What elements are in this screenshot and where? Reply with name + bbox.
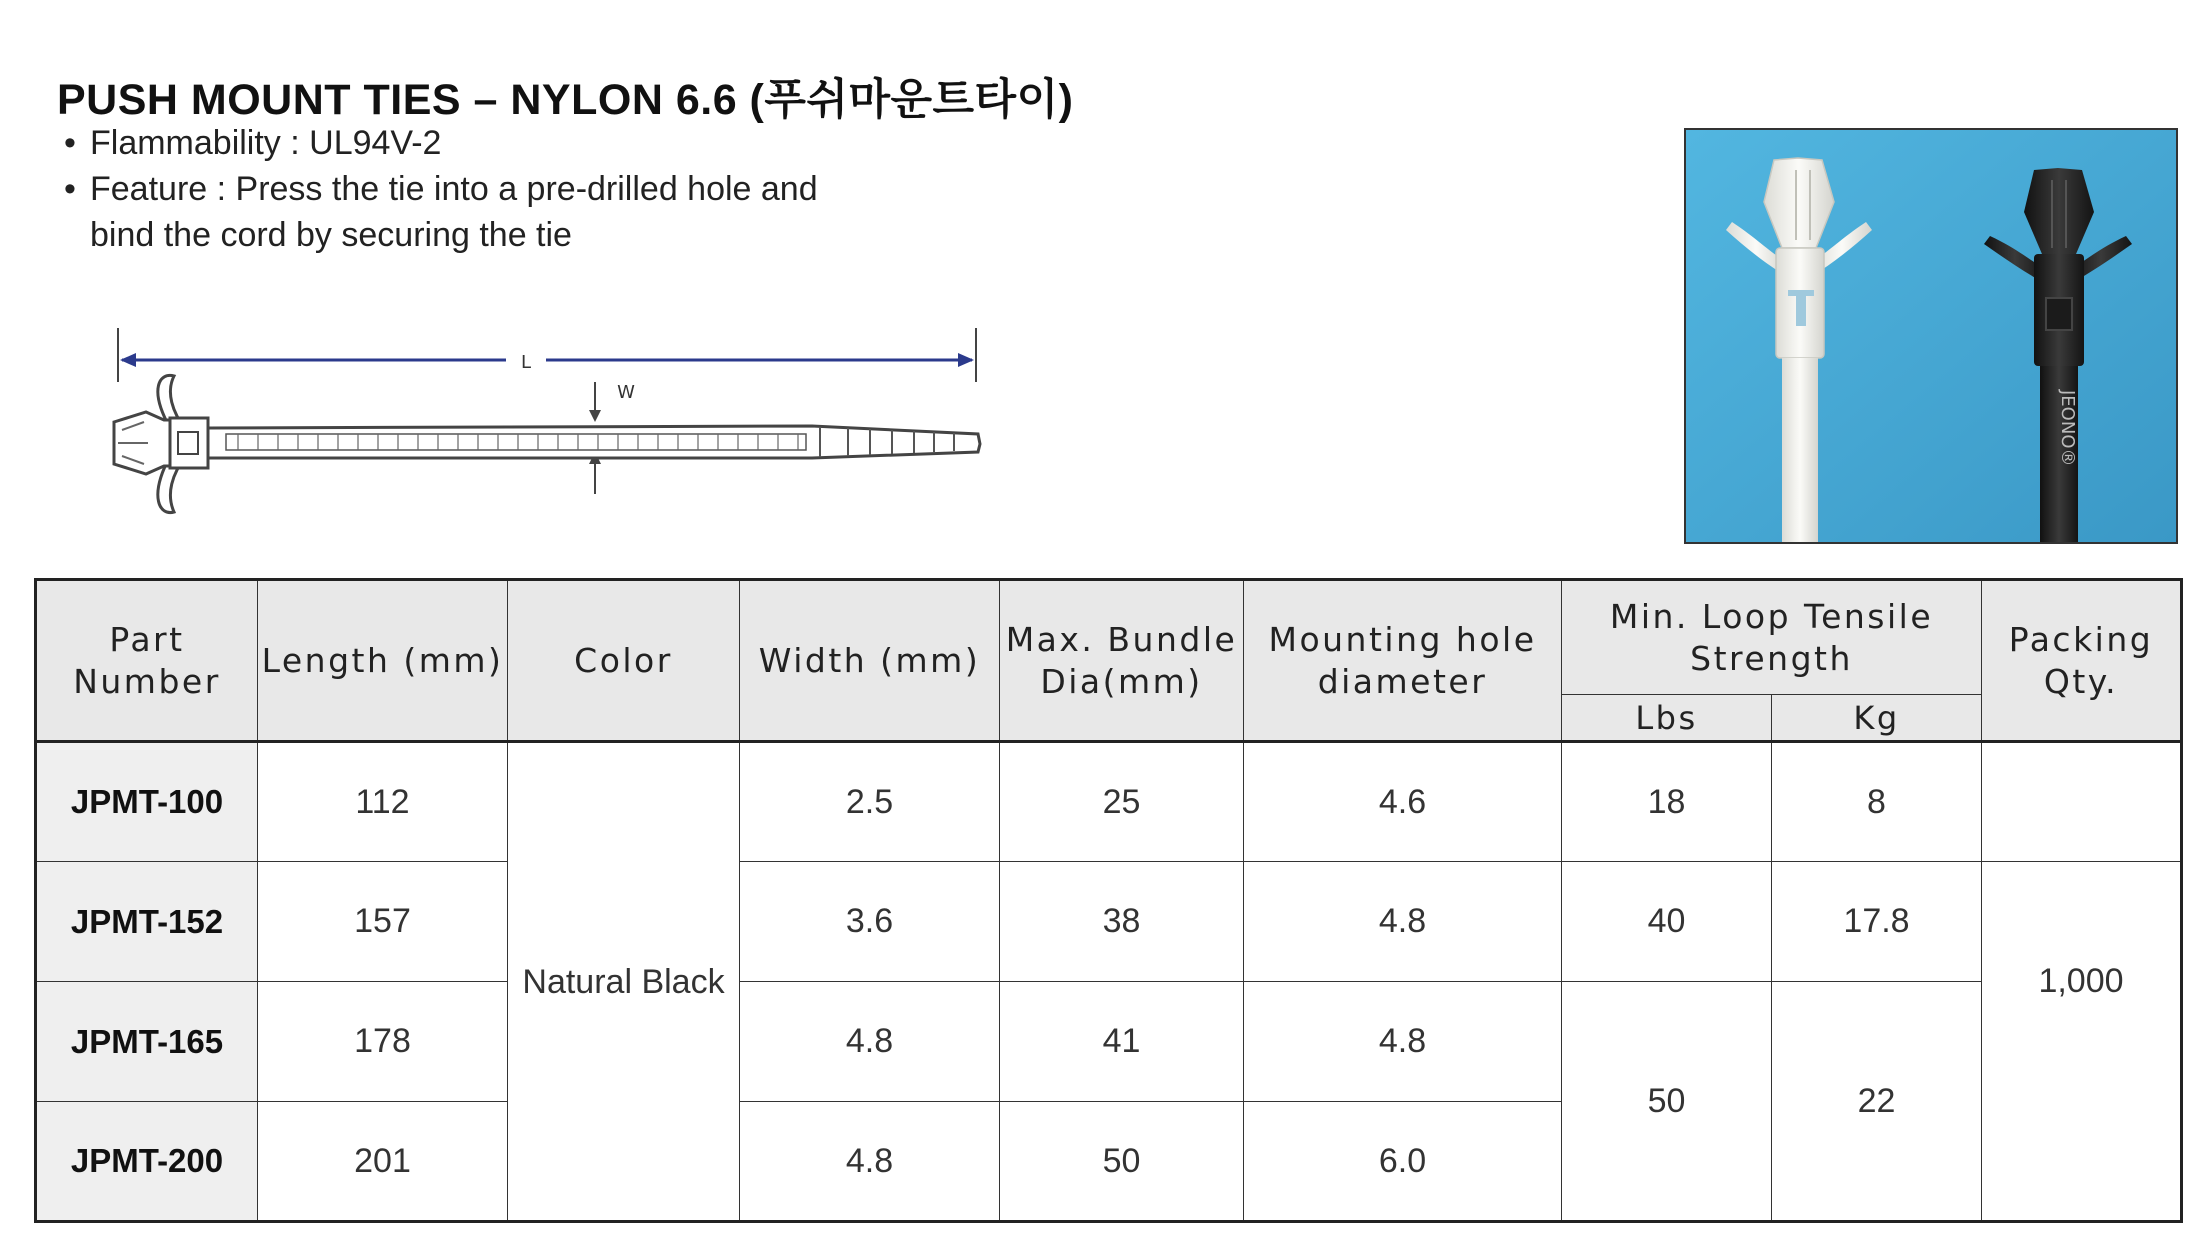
table-row (36, 862, 2182, 982)
color-cell: Natural Black (508, 742, 740, 1222)
hole-cell: 4.6 (1244, 742, 1562, 862)
length-cell: 201 (258, 1102, 508, 1222)
lbs-cell: 40 (1562, 862, 1772, 982)
header-lbs: Lbs (1562, 695, 1772, 742)
tie-lock-slot (178, 432, 198, 454)
header-color: Color (508, 580, 740, 742)
width-cell: 2.5 (740, 742, 1000, 862)
part-number-cell: JPMT-152 (36, 862, 258, 982)
table-row (36, 742, 2182, 862)
header-bundle-dia: Max. Bundle Dia(mm) (1000, 580, 1244, 742)
product-photo-illustration (1686, 130, 2178, 544)
hole-cell: 4.8 (1244, 982, 1562, 1102)
header-tensile-strength: Min. Loop Tensile Strength (1562, 580, 1982, 695)
part-number-cell: JPMT-100 (36, 742, 258, 862)
bullet-dot: • (64, 170, 76, 208)
kg-cell: 8 (1772, 742, 1982, 862)
bullet-dot: • (64, 124, 76, 162)
arrow-left-icon (120, 353, 136, 367)
lbs-cell: 50 (1562, 982, 1772, 1222)
part-number-cell: JPMT-165 (36, 982, 258, 1102)
bullet-feature (64, 166, 818, 212)
length-cell: 112 (258, 742, 508, 862)
tie-dimension-diagram (108, 322, 988, 542)
photo-background (1686, 130, 2178, 544)
packing-cell-empty (1982, 742, 2182, 862)
width-cell: 4.8 (740, 1102, 1000, 1222)
header-length: Length (mm) (258, 580, 508, 742)
width-cell: 4.8 (740, 982, 1000, 1102)
bundle-cell: 25 (1000, 742, 1244, 862)
header-part-number: Part Number (36, 580, 258, 742)
length-cell: 157 (258, 862, 508, 982)
bullet-feature-continuation: bind the cord by securing the tie (90, 216, 572, 254)
page-title: PUSH MOUNT TIES – NYLON 6.6 (푸쉬마운트타이) (57, 76, 1074, 124)
hole-cell: 4.8 (1244, 862, 1562, 982)
lbs-cell: 18 (1562, 742, 1772, 862)
arrow-right-icon (958, 353, 974, 367)
product-photo (1684, 128, 2178, 544)
header-mounting-hole: Mounting hole diameter (1244, 580, 1562, 742)
part-number-cell: JPMT-200 (36, 1102, 258, 1222)
tie-print: JEONO® (2057, 390, 2078, 467)
width-label: W (617, 382, 635, 403)
kg-cell: 17.8 (1772, 862, 1982, 982)
bundle-cell: 41 (1000, 982, 1244, 1102)
hole-cell: 6.0 (1244, 1102, 1562, 1222)
bullet-text: Feature : Press the tie into a pre-drilled hole and (90, 170, 818, 208)
header-width: Width (mm) (740, 580, 1000, 742)
length-cell: 178 (258, 982, 508, 1102)
bullet-flammability (64, 120, 818, 166)
kg-cell: 22 (1772, 982, 1982, 1222)
length-label: L (520, 352, 532, 373)
packing-qty-cell: 1,000 (1982, 862, 2182, 1222)
header-kg: Kg (1772, 695, 1982, 742)
feature-list (64, 120, 818, 258)
header-packing-qty: Packing Qty. (1982, 580, 2182, 742)
bullet-text: Flammability : UL94V-2 (90, 124, 442, 162)
bundle-cell: 50 (1000, 1102, 1244, 1222)
tie-strap (208, 426, 980, 458)
bundle-cell: 38 (1000, 862, 1244, 982)
width-cell: 3.6 (740, 862, 1000, 982)
table-row (36, 982, 2182, 1102)
arrow-down-icon (589, 410, 601, 422)
spec-table (34, 578, 2183, 1223)
